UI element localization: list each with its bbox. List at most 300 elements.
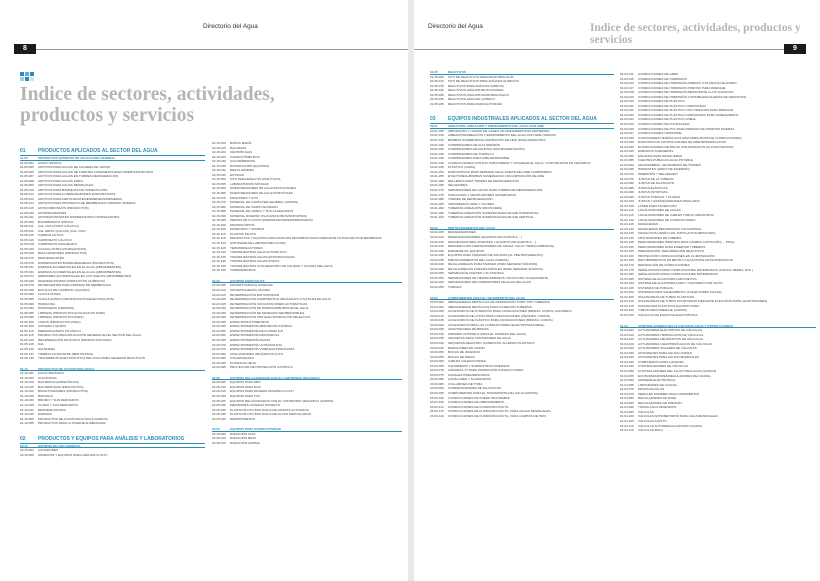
entry-label: LODOS (PRODUCTOS PARA) — [38, 319, 81, 324]
entry-code: 03.01.025 — [430, 147, 444, 152]
entry-code: 01.03.180 — [620, 272, 634, 277]
entry-label: ESPECTROMETRÍA ULTRAVIOLETA — [230, 342, 282, 347]
entry-code: 01.05.074 — [20, 274, 34, 279]
entry-label: KITS DE REACTIVOS PARA MICROBIOLOGÍA — [448, 74, 514, 79]
entry-code: 01.05.115 — [20, 333, 34, 338]
entry-label: SECADORES — [448, 183, 468, 188]
entry-code: 03.01.055 — [430, 174, 444, 179]
entry-label: MICROVÁLVULAS — [638, 387, 665, 392]
page-number: 8 — [14, 44, 36, 54]
entry-code: 01.05.098 — [20, 315, 34, 320]
entry-label: FLOCULANTES (ORGÁNICOS-POLIELECTROLITOS) — [38, 296, 114, 301]
entry-label: LABORATORIOS MÓVILES — [230, 181, 269, 186]
entry-code: 03.03.025 — [430, 327, 444, 332]
entry-label: MICROSCOPIOS — [230, 222, 255, 227]
entry-label: CONDUCCIONES DE PLÁSTICO CORRUGADO — [638, 103, 707, 108]
entry-label: DESINFECTANTES — [38, 407, 66, 412]
entry-label: ADITIVOS PARA AGUAS FRÍAS — [38, 178, 83, 183]
entry-label: MATERIAL DIVERSO (PLACAS/FILTROS/SOPORTES) — [230, 213, 307, 218]
entry-code: 01.05.040 — [20, 210, 34, 215]
index-column-2 — [212, 141, 402, 445]
entry-code: 01.04 — [620, 323, 628, 328]
entry-code: 03.02.025 — [430, 248, 444, 253]
entry-code: 03.03.070 — [430, 368, 444, 373]
entry-code: 01.03.135 — [620, 231, 634, 236]
entry-label: CONDUCCIONES DE PLÁSTICO CORRUGADO PARA SANEAMIENTO — [638, 112, 739, 117]
entry-label: DISPOSITIVOS CONTRA GOLPES DE ARIETE/HIDRÁULICOS — [638, 140, 727, 145]
entry-code: 02.15 — [20, 443, 28, 448]
entry-label: DESTILADORES — [230, 168, 254, 173]
entry-label: JUNTAS ROTATIVAS — [638, 190, 668, 195]
entry-code: 01.05.110 — [20, 328, 34, 333]
entry-label: LIMITADORES DE CAUDAL — [638, 382, 678, 387]
entry-label: PRETRATAMIENTOS DEL AGUA — [448, 225, 496, 230]
index-entry — [430, 102, 614, 107]
entry-label: LOCALIZADORES DE CONDUCCIONES — [638, 217, 696, 222]
entry-code: 01.04.055 — [620, 373, 634, 378]
entry-label: ALGUICIDAS — [38, 375, 57, 380]
entry-label: EQUIPOS ESPECIALES — [230, 278, 265, 283]
entry-label: REACTIVOS — [448, 70, 467, 74]
entry-label: ADAPTADORES DE BRIDAS — [448, 327, 489, 332]
entry-label: SEÑALIZACIÓN PARA CONDUCCIONES ENTERRADAS (CINTAS, REDES, ETC.) — [638, 267, 754, 272]
entry-label: CONDUCCIONES DE HORMIGÓN POROSO PARA DRENAJE — [638, 85, 726, 90]
entry-label: BOCAS DE INCENDIO — [448, 350, 480, 355]
entry-code: 02.35.020 — [430, 88, 444, 93]
entry-code: 01.05.080 — [20, 292, 34, 297]
entry-label: DETERMINACIÓN BIOTOXICIDAD — [230, 292, 279, 297]
entry-code: 02.15.005 — [20, 452, 34, 457]
entry-code: 01.05.075 — [20, 256, 34, 261]
entry-code: 01.03.060 — [620, 162, 634, 167]
entry-label: CONDUCCIONES DE HORMIGÓN (VISITABLES/GALERÍAS DE SERVICIOS) — [638, 94, 747, 99]
entry-code: 01.03.170 — [620, 262, 634, 267]
entry-code: 02.15.145 — [212, 263, 226, 268]
entry-code: 01.03.027 — [620, 131, 634, 136]
right-page — [414, 0, 820, 581]
entry-code: 01.10.010 — [20, 380, 34, 385]
entry-label: CONTROLADORES DEL FLUJO PARA AGUA (VARIOS) — [638, 369, 717, 373]
entry-code: 01.03.090 — [620, 190, 634, 195]
entry-code: 02.20.010 — [212, 287, 226, 292]
entry-code: 03.02.015 — [430, 239, 444, 244]
entry-label: ESPECTROMETRÍA DE PLASMA ICP — [230, 328, 283, 333]
entry-code: 01.03.175 — [620, 267, 634, 272]
entry-label: ACTUADORES OLEOHIDRÁULICOS DE VÁLVULAS — [638, 341, 712, 346]
entry-code: 01.10.040 — [20, 407, 34, 412]
entry-code: 03.01.005 — [430, 128, 444, 133]
entry-label: BANDA FIBRA DE VIDRIO — [448, 345, 485, 350]
entry-label: PRODUCTOS DE ACCIÓN BIOLÓGICA — [38, 366, 95, 371]
entry-label: COMPRESORES DE ALTA PRESIÓN — [448, 142, 501, 147]
entry-code: 01.03.026 — [620, 126, 634, 131]
entry-label: TIERRAS FILTRANTES (BENTONITAS) — [38, 351, 94, 356]
entry-code: 01.05.006 — [20, 169, 34, 174]
entry-code: 01.04.015 — [620, 337, 634, 342]
entry-code: 01.04.045 — [620, 364, 634, 369]
entry-label: PLANTA PILOTO BIOLÓGICA DE FILTRO PERCOLADOR — [230, 412, 311, 417]
entry-label: ESPECTROMETRÍA VISIBLE/ULTRAVIOLETA — [230, 347, 295, 352]
entry-label: ESPECTROMETRÍA MASAS — [230, 337, 271, 342]
entry-code: 01.03.017 — [620, 85, 634, 90]
entry-code: 01.03.018 — [620, 90, 634, 95]
entry-code: 01.03.220 — [620, 308, 634, 313]
entry-code: 03.02.055 — [430, 275, 444, 280]
entry-label: TURBIDÍMETROS — [230, 268, 256, 273]
entry-label: CONDUCTÍMETROS — [230, 154, 260, 159]
entry-code: 01.04.095 — [620, 409, 634, 414]
entry-label: PRETRATAMIENTOS DEL AGUA (VARIOS) — [448, 257, 509, 262]
entry-code: 02.15.015 — [212, 145, 226, 150]
entry-label: BIOCIDAS — [38, 393, 53, 398]
index-entry — [430, 285, 614, 290]
entry-label: BAÑOS MARÍA — [230, 141, 252, 145]
entry-code: 01.05.076 — [20, 260, 34, 265]
entry-label: VÁLVULAS AJUSTO — [638, 419, 667, 424]
entry-label: ANALIZADORES ORGÁNICOS (COT) — [230, 351, 284, 356]
entry-label: ESPARABLAS, EQUIPOS — [448, 248, 485, 253]
entry-code: 01.04.085 — [620, 400, 634, 405]
entry-label: PLANTA PILOTO BIOLÓGICA DE FANGOS ACTIVADOS — [230, 407, 309, 412]
entry-code: 01.03.160 — [620, 253, 634, 258]
entry-label: APARATOS Y EQUIPOS PARA ANÁLISIS IN SITU — [38, 452, 108, 457]
entry-label: EQUIPOS DE USO GENERAL — [38, 443, 81, 448]
entry-code: 01.10.035 — [20, 402, 34, 407]
entry-label: AGITADORES — [38, 448, 59, 453]
entry-label: CARBONATO MAGNÉSICO — [38, 242, 78, 247]
entry-code: 03.03.035 — [430, 336, 444, 341]
entry-code: 01.05.012 — [20, 228, 34, 233]
entry-code: 01.03.155 — [620, 249, 634, 254]
entry-label: SEPARADORES DE HIDROCARBUROS CON FILTRO COALESCENTE — [448, 275, 549, 280]
entry-label: RECUBRIMIENTOS EN BETÚN O ALQUITRÁN ANTICORROSIVOS — [638, 258, 733, 263]
entry-code: 02.35 — [430, 70, 438, 74]
entry-label: CLORO Y SUS DERIVADOS — [38, 402, 78, 407]
entry-label: BIOACTIVADORES (PRODUCTOS) — [38, 389, 88, 394]
page-title-line-1: Indice de sectores, actividades, — [20, 84, 275, 105]
entry-label: RELLENOS PARA TORRES DE REFRIGERACIÓN — [448, 178, 519, 183]
entry-label: ACTUADORES SOLARES DE VÁLVULAS — [638, 346, 697, 351]
entry-label: CONDUCCIONES DE PLÁSTICO CON ORIFICIOS PARA DRENAJE — [638, 108, 734, 113]
entry-label: CALDERERÍA Y SUMINISTROS DIVERSOS — [448, 363, 510, 368]
entry-label: PERFORADORES HIDROPULIDOS (CRIBAS CAPTACIÓN) ... PP(G) — [638, 240, 735, 245]
entry-code: 01.10.015 — [20, 384, 34, 389]
entry-code: 02.15.040 — [212, 168, 226, 173]
left-page — [0, 0, 408, 581]
entry-code: 01.03.205 — [620, 294, 634, 299]
entry-code: 02.25.035 — [212, 407, 226, 412]
entry-code: 03.01.070 — [430, 188, 444, 193]
entry-label: SISTEMAS PARA SANEAMIENTO (COLECTORES VIALES) — [638, 290, 722, 295]
entry-code: 01.03.050 — [620, 153, 634, 158]
entry-label: DESINFECCIÓN (SEPARADORES DE GRASA, AGUA, HIDROCARBUROS) — [448, 244, 555, 249]
entry-label: VÁLVULAS AUTORREGULADORAS CAUDAL — [638, 423, 703, 428]
entry-code: 02.20.085 — [212, 356, 226, 361]
entry-label: ABRAZADERAS METÁLICAS PARA CONEXIÓN TUBERÍAS — [448, 304, 532, 309]
entry-code: 02.35.025 — [430, 92, 444, 97]
entry-label: PRODUCTOS PARA LA HIGIENE ALIMENTARIA — [38, 421, 106, 426]
entry-code: 03.02.010 — [430, 234, 444, 239]
entry-label: BACTERIAS (ESPECÍFICAS) — [38, 380, 79, 385]
entry-code: 02.20.005 — [212, 283, 226, 288]
entry-label: CONDUCCIONES DE GRES — [638, 72, 679, 76]
entry-label: PROYECTOR DE PROTECCIÓN CATÓDICA — [230, 365, 293, 370]
entry-code: 02.25.005 — [212, 380, 226, 385]
entry-code: 01.04.060 — [620, 378, 634, 383]
entry-code: 02.30.015 — [212, 440, 226, 445]
entry-label: LOCALIZADORES DE CABLES TUBOS, REGISTROS — [638, 212, 714, 217]
entry-code: 03.01 — [430, 124, 438, 129]
entry-label: DETERMINACIÓN DE MATERIAS SEDIMENTABLES — [230, 310, 305, 315]
entry-code: 01.10.045 — [20, 412, 34, 417]
entry-label: EQUIPOS PARA DBO — [230, 380, 261, 385]
entry-label: CONDUCCIONES DE HORMIGÓN ARMADO O PLANCHA DE ACERO — [638, 81, 737, 86]
entry-code: 02.15.095 — [212, 218, 226, 223]
entry-label: DETERGENTES PARA LIMPIEZA DE MEMBRANAS — [38, 283, 111, 288]
entry-code: 01.03.140 — [620, 235, 634, 240]
entry-code: 02.20.090 — [212, 360, 226, 365]
entry-code: 01.10.055 — [20, 421, 34, 426]
entry-code: 03.01.090 — [430, 206, 444, 211]
entry-code: 02.25.025 — [212, 398, 226, 403]
entry-code: 02.20.070 — [212, 342, 226, 347]
entry-label: ARMARIO ANTIHIELO (PARA EL INGRESO DEL AGUA) — [448, 331, 527, 336]
entry-code: 01.03.165 — [620, 258, 634, 263]
entry-code: 02.15.115 — [212, 236, 226, 241]
entry-code: 02.15.140 — [212, 259, 226, 264]
entry-label: TERMORREACTORES — [230, 245, 263, 250]
entry-label: PRODUCTOS Y EQUIPOS PARA ANÁLISIS Y LABORATORIOS — [38, 435, 185, 442]
entry-label: DETERMINACIÓN COMPUESTOS ORGÁNICOS VOLÁTILES EN AGUA — [230, 297, 331, 302]
page-number: 9 — [784, 44, 806, 54]
entry-code: 01.04.115 — [620, 428, 634, 433]
entry-code: 01.03.125 — [620, 222, 634, 227]
entry-code: 03.01.050 — [430, 169, 444, 174]
entry-label: ENLACES PARA MANGUERAS — [638, 153, 683, 158]
entry-label: DISPERSANTES BIODEGRADABLES (PRODUCTOS) — [38, 260, 114, 265]
entry-label: CONDUCCIONES OFFSHORE — [638, 131, 682, 136]
entry-code: 02.25.040 — [212, 412, 226, 417]
entry-label: SALMUERA — [38, 346, 56, 351]
entry-label: REACTIVOS ANÁLISIS BIOTOXICIDAD — [448, 88, 504, 93]
entry-label: SISTEMA DE ALCANTARILLADO Y SANITARIO POR VACÍO — [638, 281, 723, 286]
entry-label: TUBERÍAS AIREACIÓN SUPERFICIALES DE EJE HORIZONTAL — [448, 210, 539, 215]
entry-label: TUBERÍAS AIREACIÓN (DIFUSORES) — [448, 206, 503, 211]
entry-label: CONDUCCIONES DE FUNDICIÓN DÚCTIL, PARA CAMPOS DE TIRO — [448, 413, 547, 418]
entry-code: 03.02.020 — [430, 244, 444, 249]
entry-code: 01.04.100 — [620, 414, 634, 419]
entry-label: CARBONATO CÁLCICO — [38, 237, 72, 242]
entry-code: 03.02.065 — [430, 284, 444, 289]
entry-label: MALETINES Y KITS — [230, 195, 259, 200]
entry-label: CONDUCCIONES DE POLIETILENO — [638, 122, 690, 127]
entry-label: EQUIPOS PARA TOC — [230, 393, 261, 398]
entry-label: CÁMARAS TV PARA INSPECCIÓN CONDUCCIONES — [448, 368, 524, 373]
entry-code: 01.04.025 — [620, 346, 634, 351]
entry-code: 01.03.215 — [620, 303, 634, 308]
entry-code: 02.15.120 — [212, 241, 226, 246]
entry-code: 02.15.125 — [212, 245, 226, 250]
entry-label: ARQUETAS REGISTRO (FUNDICIÓN, ALUMINIO PLÁSTICO) — [448, 340, 535, 345]
index-entry — [212, 417, 402, 422]
entry-code: 02.35.035 — [430, 101, 444, 106]
entry-label: POTENCIAL ZETA — [230, 360, 256, 365]
entry-code: 02.15.080 — [212, 204, 226, 209]
entry-label: RESPIRÓMETRO — [230, 416, 256, 421]
entry-code: 01.03.045 — [620, 149, 634, 154]
entry-label: SEÑALIZACIÓN PARA CONDUCCIONES ENTERRADAS — [638, 272, 718, 277]
index-entry — [430, 215, 614, 220]
entry-code: 02.20.035 — [212, 310, 226, 315]
entry-code: 01.05.026 — [20, 251, 34, 256]
entry-label: VÁLVULAS ANTIRRETORNO PARA AGUA RESIDUALES — [638, 414, 718, 419]
entry-code: 03 — [430, 116, 436, 123]
entry-label: RADIACIÓN BETA — [230, 436, 256, 441]
entry-code: 01.04.005 — [620, 328, 634, 333]
spacer — [430, 106, 614, 112]
entry-code: 03.03.085 — [430, 381, 444, 386]
index-column-1 — [430, 70, 614, 418]
entry-label: CENTRÍFUGAS — [230, 150, 253, 155]
entry-code: 03.03.075 — [430, 372, 444, 377]
entry-label: RADIACIÓN GAMMA — [230, 440, 260, 445]
entry-label: VÁLVULAS — [638, 409, 654, 414]
entry-code: 01.05.092 — [20, 306, 34, 311]
entry-code: 01.03.019 — [620, 94, 634, 99]
entry-code: 01.04.065 — [620, 382, 634, 387]
entry-label: CABLES CALEFACTORES — [448, 359, 486, 364]
entry-code: 01.03.145 — [620, 240, 634, 245]
entry-code: 02.15.090 — [212, 213, 226, 218]
entry-label: ENZIMAS ACCIDENTALES EN EL AGUA (ABSORBENTES) — [38, 265, 122, 270]
entry-label: PRODUCTOS DE ACCIÓN BIOLÓGICA (VARIOS) — [38, 416, 108, 421]
entry-label: DESENGRASADORES (EQUIPOS APLICADOS A ...) — [448, 234, 522, 239]
entry-label: GRIFERÍA ELECTRÓNICA — [638, 378, 676, 383]
entry-code: 01.04.010 — [620, 332, 634, 337]
entry-code: 03.03.060 — [430, 359, 444, 364]
header-rule — [36, 49, 408, 50]
entry-label: DERRAMES ACCIDENTALES EN LOS SUELOS (ABSORBENTES) — [38, 274, 132, 279]
entry-label: MUESTREADORES DE AGUA PORTÁTILES — [230, 191, 293, 196]
entry-label: COMPRESORES DE TORNILLO — [448, 151, 494, 156]
entry-code: 01.03.021 — [620, 103, 634, 108]
entry-code: 03.02.040 — [430, 262, 444, 267]
entry-label: JUNTAS TÓRICAS Y PLANAS — [638, 194, 681, 199]
entry-label: LÁSER PARA ALINEACIÓN — [638, 203, 677, 208]
entry-code: 03.03.120 — [430, 413, 444, 418]
entry-code: 02.20.095 — [212, 365, 226, 370]
section-heading — [20, 435, 205, 444]
entry-code: 03.03.045 — [430, 345, 444, 350]
entry-label: COAGULANTES (INORGÁNICOS) — [38, 246, 87, 251]
entry-code: 01.05.041 — [20, 215, 34, 220]
entry-code: 01.05.012 — [20, 192, 34, 197]
entry-label: CONDUCCIONES DE ACERO INOXIDABLE — [448, 395, 510, 400]
entry-code: 01.05.135 — [20, 356, 34, 361]
entry-code: 01.05.014 — [20, 201, 34, 206]
entry-code: 02.15.110 — [212, 231, 226, 236]
entry-label: SISTEMA DE ALCANTARILLADO DE PVC — [638, 276, 697, 281]
entry-code: 02.35.015 — [430, 83, 444, 88]
entry-code: 01.03.020 — [620, 99, 634, 104]
index-entry — [20, 356, 205, 361]
entry-code: 01.05.120 — [20, 337, 34, 342]
entry-code: 01.03.040 — [620, 144, 634, 149]
index-entry — [212, 268, 402, 273]
entry-code: 01.03.150 — [620, 244, 634, 249]
entry-label: SEPARACIÓN ACEITES Y FLOTANTES — [448, 271, 504, 276]
entry-label: ACTUADORES HIDRÁULICOS DE VÁLVULAS — [638, 332, 704, 337]
entry-label: DETERMINACIÓN POR ELECTRODOS IÓN SELECTIVO — [230, 315, 311, 320]
entry-label: JUNTAS DE DILATACIÓN — [638, 181, 674, 186]
entry-code: 03.03.010 — [430, 313, 444, 318]
entry-label: MATERIAL DE VIDRIO AFORADO — [230, 204, 278, 209]
entry-label: MUESTREADORES DE AGUA ESTACIONARIA — [230, 186, 297, 191]
entry-code: 02.15.003 — [20, 448, 34, 453]
entry-code: 02.35.010 — [430, 79, 444, 84]
entry-label: ESTUFAS — [230, 172, 245, 177]
entry-code: 01.10.020 — [20, 389, 34, 394]
entry-label: DESINFECTANTES (PRODUCTOS QUÍMICOS) — [38, 278, 105, 283]
entry-code: 02.25.015 — [212, 389, 226, 394]
entry-code: 03.01.100 — [430, 215, 444, 220]
entry-label: CAL GRISO (CALCIO) (CAL VIVA) — [38, 228, 86, 233]
entry-code: 01.03.225 — [620, 312, 634, 317]
entry-label: CANALONES Y ACCESORIOS — [448, 377, 492, 382]
entry-label: TOMAS AGUA INCENDIOS — [638, 405, 677, 410]
entry-label: ECONOMIZADORES/REGULADORES DE CAUDAL — [638, 373, 711, 378]
entry-label: FLOCULANTES — [38, 292, 61, 297]
entry-label: DESARENADORES — [448, 230, 477, 235]
entry-label: MEDIOS DE CULTIVO (PREPARADOS/DESHIDRATADOS) — [230, 218, 313, 223]
entry-code: 01.05.105 — [20, 324, 34, 329]
entry-code: 01.05.078 — [20, 283, 34, 288]
entry-code: 01.05.045 — [20, 278, 34, 283]
entry-label: CONDUCCIONES DE FIBROCEMENTO — [448, 400, 505, 405]
entry-code: 01.04.020 — [620, 341, 634, 346]
entry-code: 02.15.075 — [212, 200, 226, 205]
entry-label: PRODUCTOS QUÍMICOS DE APLICACIÓN GENERAL — [38, 156, 116, 160]
entry-code: 02.15.070 — [212, 195, 226, 200]
entry-label: ANTIARIETES PARA AGUAS LIMPIAS — [638, 350, 692, 355]
entry-code: 03.01.065 — [430, 183, 444, 188]
entry-code: 03.01.030 — [430, 151, 444, 156]
entry-label: EQUIPOS RELACIONADOS CON EL CONTENIDO ORGÁNICO — [230, 375, 320, 380]
entry-label: EMBUDOS SUMIDEROS — [638, 149, 674, 154]
entry-code: 01.03.115 — [620, 212, 634, 217]
entry-label: COMPUERTAS PARA CANALES — [638, 359, 684, 364]
entry-label: FUENTES PÚBLICAS AGUA POTABLE — [638, 158, 693, 163]
entry-label: MANGUITOS UNIÓN CON JUNTA (AUTOLIMPIANTES) — [638, 231, 716, 236]
entry-label: SEPARADORES DE GOTAS PARA TORRES DE REFRIGERACIÓN — [448, 188, 543, 193]
entry-code: 02.30.010 — [212, 436, 226, 441]
entry-label: COMPENSADORES DE DILATACIÓN — [448, 386, 501, 391]
entry-code: 02.20.030 — [212, 306, 226, 311]
entry-label: ACTUADORES NEUMÁTICOS DE VÁLVULAS — [638, 337, 703, 342]
entry-label: HIDRACINA — [38, 301, 56, 306]
entry-code: 02.25.020 — [212, 393, 226, 398]
entry-label: ADITIVOS PARA AGUAS DE CALDERA DE VAPOR — [38, 165, 110, 170]
entry-code: 01.10.050 — [20, 416, 34, 421]
entry-label: PROTECCIÓN CONDUCCIONES EN CLIMATIZACIÓN — [638, 253, 715, 258]
entry-label: CONDUCCIONES DE FUNDICIÓN DÚCTIL, PARA AGUAS RESIDUALES — [448, 409, 551, 414]
entry-code: 01.04.070 — [620, 387, 634, 392]
entry-label: SOFTWARE DE LABORATORIO (LIMS) — [230, 241, 286, 246]
entry-label: GEOFOMBRAS, GEOFORMAS DE TORRES — [638, 162, 701, 167]
entry-label: CROMATOGRAFÍA GASEOSA — [230, 283, 273, 288]
entry-label: TOMAMUESTRAS CON REGISTRO DE CALIDAD Y CAUDAL DEL AGUA — [230, 263, 333, 268]
entry-label: REACTIVOS ANÁLISIS MICROBIOLÓGICO — [448, 92, 510, 97]
